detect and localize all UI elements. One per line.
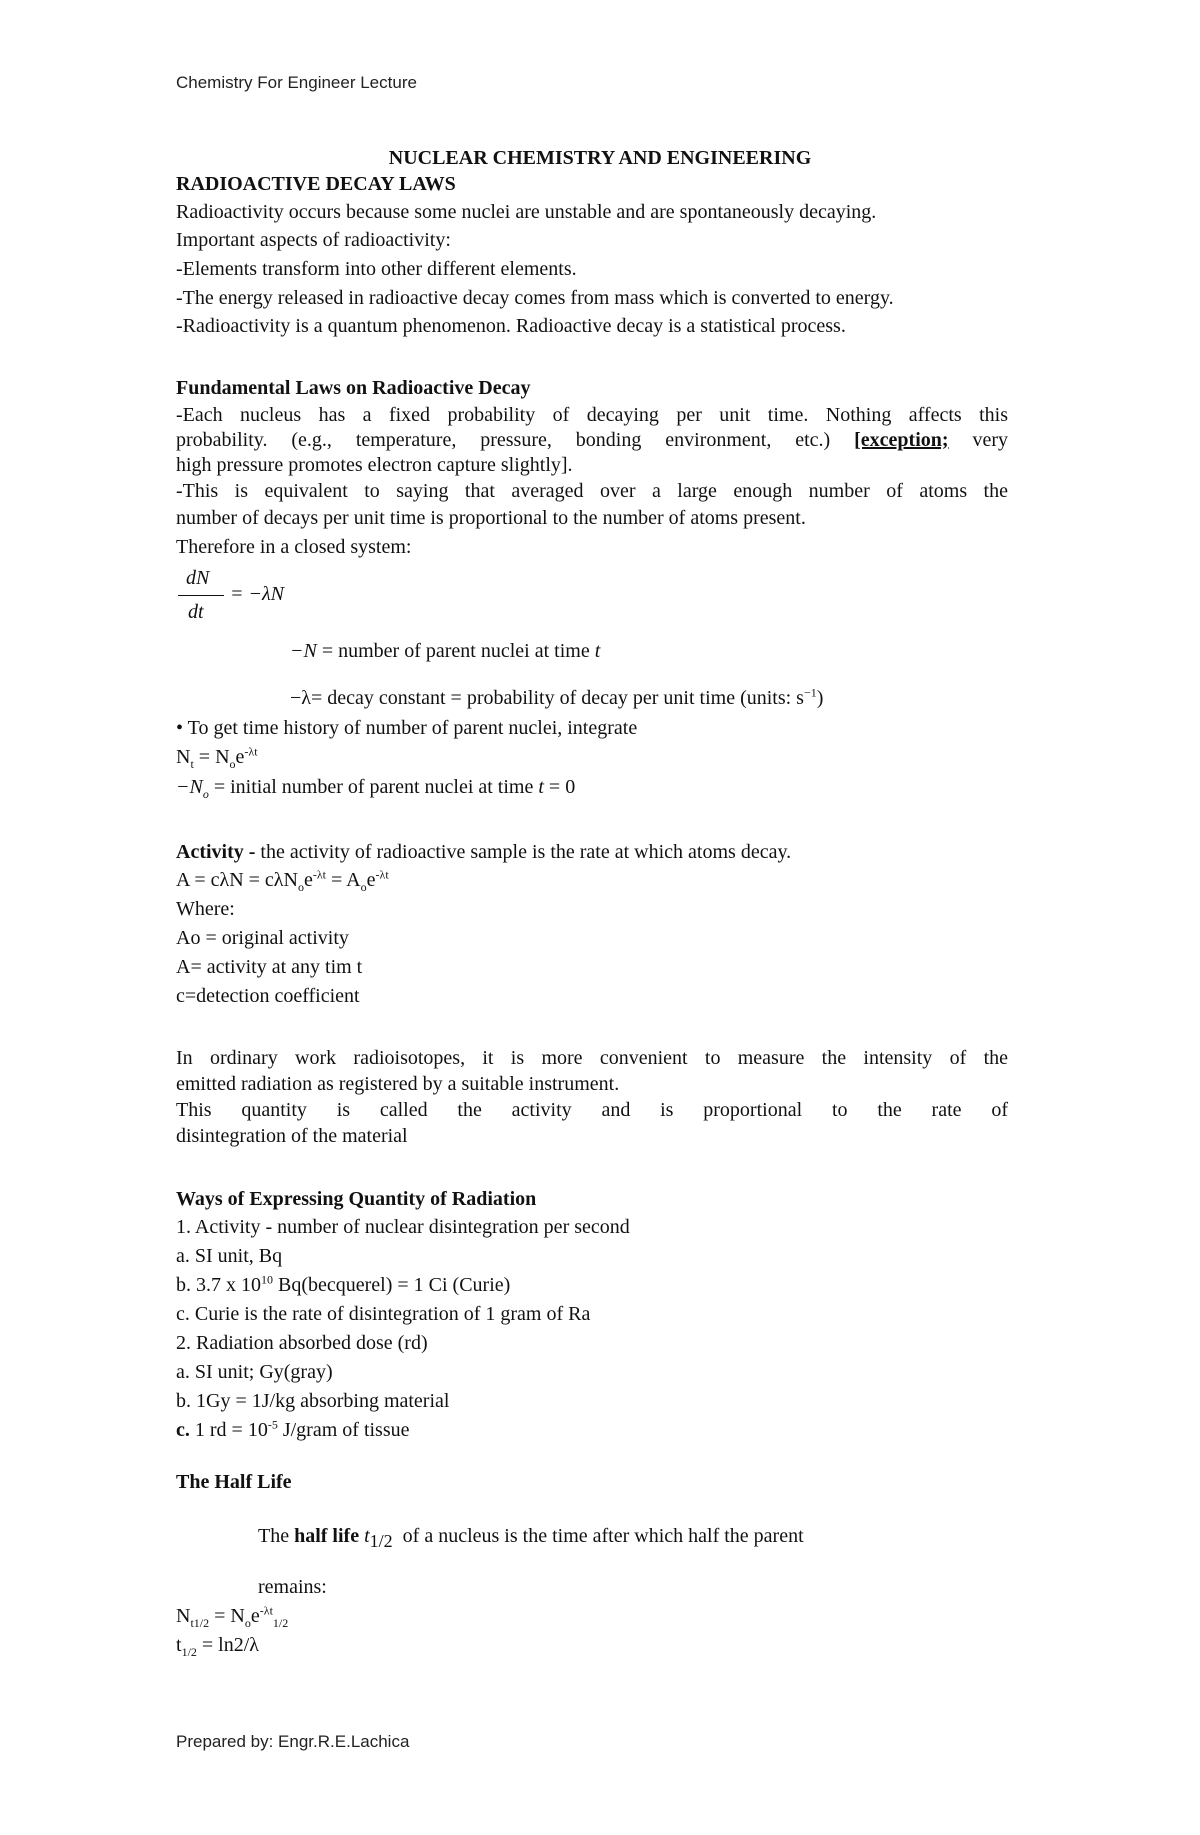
list-item: c. 1 rd = $10^{-5}$ J/gram of tissue [176,1417,410,1441]
formula-activity: $A = c\lambda N = c\lambda N_oe^{-\lambda t} = A_oe^{-\lambda t}$ [176,867,389,894]
formula-nt: $N_t = N_oe^{-\lambda t}$ [176,744,258,771]
half-life-definition: The half life $t_{1/2}$ of a nucleus is the time after which half the parent [258,1525,804,1551]
section-heading-ways: Ways of Expressing Quantity of Radiation [176,1188,537,1210]
paragraph-line: This quantity is called the activity and is proportional to the rate of [176,1099,1008,1121]
equation-numerator: dN [186,567,210,589]
page-footer: Prepared by: Engr.R.E.Lachica [176,1732,410,1751]
equation-denominator: dt [188,601,204,623]
list-item: c. Curie is the rate of disintegration of 1 gram of Ra [176,1303,591,1325]
aspect-item: -Radioactivity is a quantum phenomenon. Radioactive decay is a statistical process. [176,315,846,337]
paragraph-line: -This is equivalent to saying that averaged over a large enough number of atoms the [176,480,1008,502]
paragraph-line: -Each nucleus has a fixed probability of decaying per unit time. Nothing affects this [176,404,1008,426]
definition-item: Ao = original activity [176,927,349,949]
list-item: b. 1Gy = 1J/kg absorbing material [176,1390,450,1412]
bullet-integrate: • To get time history of number of parent nuclei, integrate [176,717,638,739]
section-heading-fundamental-laws: Fundamental Laws on Radioactive Decay [176,377,531,399]
paragraph-line: probability. (e.g., temperature, pressure, bonding environment, etc.) [exception; very [176,429,1009,451]
definition-n: −N = number of parent nuclei at time t [290,640,601,662]
fraction-bar [178,595,224,596]
exception-label: [exception; [854,429,949,451]
paragraph-line: high pressure promotes electron capture slightly]. [176,454,573,476]
section-heading-decay-laws: RADIOACTIVE DECAY LAWS [176,173,456,195]
aspect-item: -The energy released in radioactive decay comes from mass which is converted to energy. [176,287,894,309]
section-heading-half-life: The Half Life [176,1471,292,1493]
list-item: a. SI unit; Gy(gray) [176,1361,333,1383]
activity-label: Activity - [176,841,256,863]
equation-rhs: = −λN [230,583,284,605]
aspect-item: -Elements transform into other different elements. [176,258,577,280]
definition-lambda: −λ= decay constant = probability of decay per unit time (units: $s^{-1}$) [290,685,824,709]
document-title: NUCLEAR CHEMISTRY AND ENGINEERING [388,147,812,169]
where-label: Where: [176,898,235,920]
definition-item: A= activity at any tim t [176,956,363,978]
formula-half-life-ln2: $t_{1/2} = \ln 2/\lambda$ [176,1634,259,1659]
list-item: 1. Activity - number of nuclear disintegration per second [176,1216,630,1238]
list-item: a. SI unit, Bq [176,1245,283,1267]
aspects-label: Important aspects of radioactivity: [176,229,451,251]
list-item: 2. Radiation absorbed dose (rd) [176,1332,428,1354]
page-header: Chemistry For Engineer Lecture [176,73,417,92]
list-item: b. 3.7 x $10^{10}$ Bq(becquerel) = 1 Ci (Curie) [176,1272,511,1296]
paragraph-line: emitted radiation as registered by a suitable instrument. [176,1073,620,1095]
formula-half-life: $N_{t1/2} = N_oe^{-\lambda t}_{1/2}$ [176,1603,289,1630]
definition-no: $-N_o$ = initial number of parent nuclei at time t = 0 [176,776,576,801]
closed-system-label: Therefore in a closed system: [176,536,412,558]
activity-definition: Activity - the activity of radioactive sample is the rate at which atoms decay. [176,841,792,863]
definition-item: c=detection coefficient [176,985,360,1007]
paragraph-line: In ordinary work radioisotopes, it is more convenient to measure the intensity of the [176,1047,1008,1069]
decay-equation [176,567,296,627]
half-life-definition-cont: remains: [258,1576,327,1598]
paragraph-line: number of decays per unit time is proportional to the number of atoms present. [176,507,806,529]
paragraph-line: disintegration of the material [176,1125,408,1147]
intro-text: Radioactivity occurs because some nuclei are unstable and are spontaneously decaying. [176,201,877,223]
